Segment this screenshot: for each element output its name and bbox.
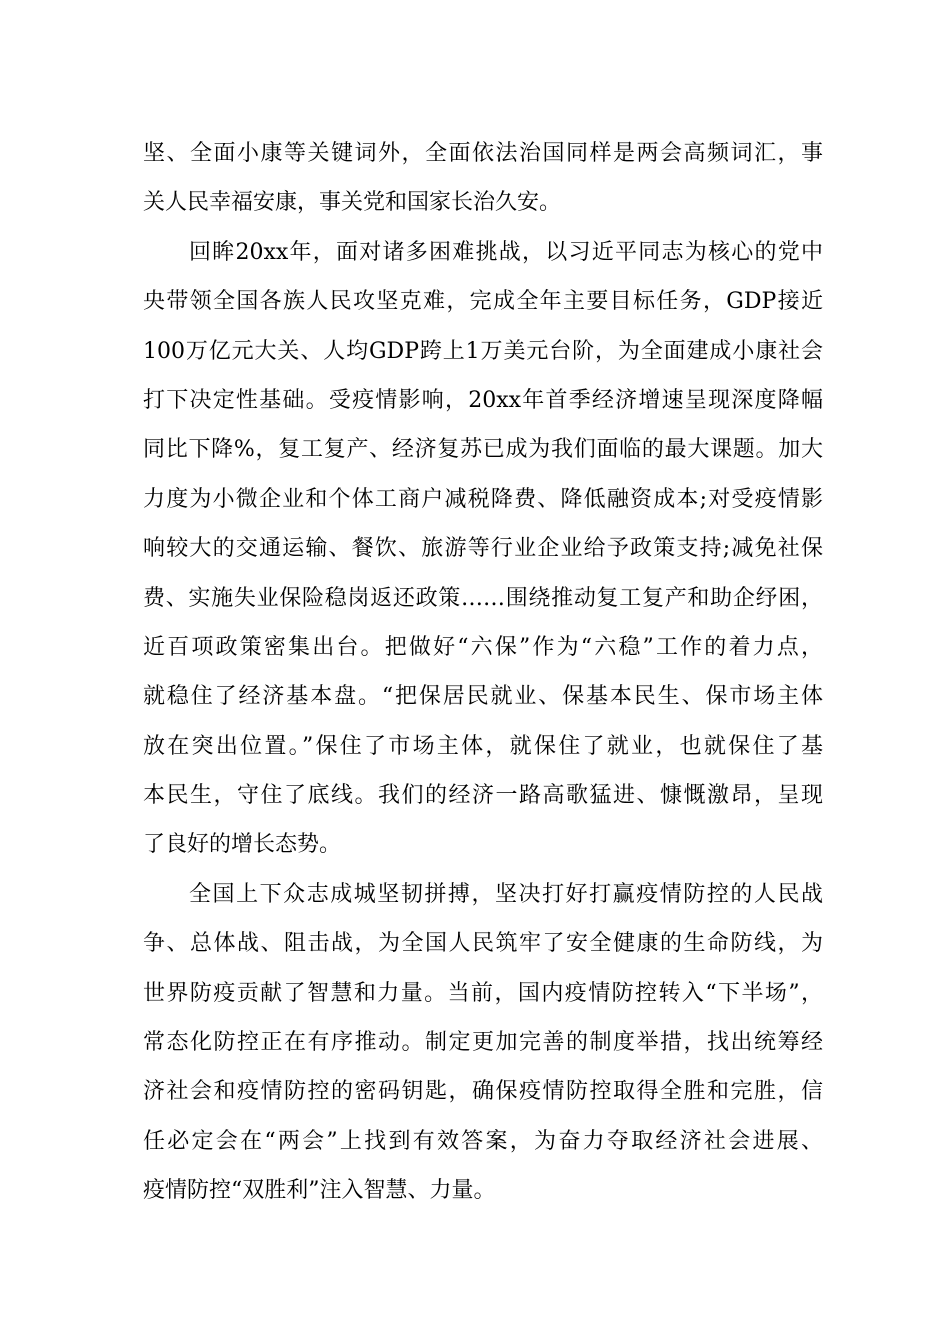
- paragraph-2-line-10: 就稳住了经济基本盘。“把保居民就业、保基本民生、保市场主体: [143, 684, 823, 710]
- paragraph-2-line-9: 近百项政策密集出台。把做好“六保”作为“六稳”工作的着力点，: [143, 634, 823, 660]
- paragraph-2-line-5: 同比下降%，复工复产、经济复苏已成为我们面临的最大课题。加大: [143, 437, 823, 463]
- paragraph-2-line-6: 力度为小微企业和个体工商户减税降费、降低融资成本;对受疫情影: [143, 486, 823, 512]
- paragraph-2-line-8: 费、实施失业保险稳岗返还政策……围绕推动复工复产和助企纾困，: [143, 585, 823, 611]
- paragraph-3-line-1: 全国上下众志成城坚韧拼搏，坚决打好打赢疫情防控的人民战: [189, 881, 823, 907]
- paragraph-2-line-4: 打下决定性基础。受疫情影响，20xx年首季经济增速呈现深度降幅: [143, 387, 823, 413]
- paragraph-3-line-6: 任必定会在“两会”上找到有效答案，为奋力夺取经济社会进展、: [143, 1128, 823, 1154]
- paragraph-2-line-7: 响较大的交通运输、餐饮、旅游等行业企业给予政策支持;减免社保: [143, 536, 823, 562]
- paragraph-2-line-11: 放在突出位置。”保住了市场主体，就保住了就业，也就保住了基: [143, 733, 823, 759]
- paragraph-2-line-12: 本民生，守住了底线。我们的经济一路高歌猛进、慷慨激昂，呈现: [143, 783, 823, 809]
- paragraph-2-line-1: 回眸20xx年，面对诸多困难挑战，以习近平同志为核心的党中: [189, 239, 823, 265]
- document-body: [143, 129, 823, 1216]
- paragraph-2-line-3: 100万亿元大关、人均GDP跨上1万美元台阶，为全面建成小康社会: [143, 338, 823, 364]
- paragraph-3-line-4: 常态化防控正在有序推动。制定更加完善的制度举措，找出统筹经: [143, 1030, 823, 1056]
- paragraph-2-line-13: 了良好的增长态势。: [143, 832, 342, 858]
- paragraph-3-line-2: 争、总体战、阻击战，为全国人民筑牢了安全健康的生命防线，为: [143, 931, 823, 957]
- paragraph-3-line-7: 疫情防控“双胜利”注入智慧、力量。: [143, 1178, 496, 1204]
- paragraph-3-line-5: 济社会和疫情防控的密码钥匙，确保疫情防控取得全胜和完胜，信: [143, 1079, 823, 1105]
- paragraph-1-line-1: 坚、全面小康等关键词外，全面依法治国同样是两会高频词汇，事: [143, 141, 823, 166]
- paragraph-3-line-3: 世界防疫贡献了智慧和力量。当前，国内疫情防控转入“下半场”，: [143, 980, 823, 1006]
- paragraph-1-line-2: 关人民幸福安康，事关党和国家长治久安。: [143, 190, 562, 216]
- paragraph-2-line-2: 央带领全国各族人民攻坚克难，完成全年主要目标任务，GDP接近: [143, 289, 823, 315]
